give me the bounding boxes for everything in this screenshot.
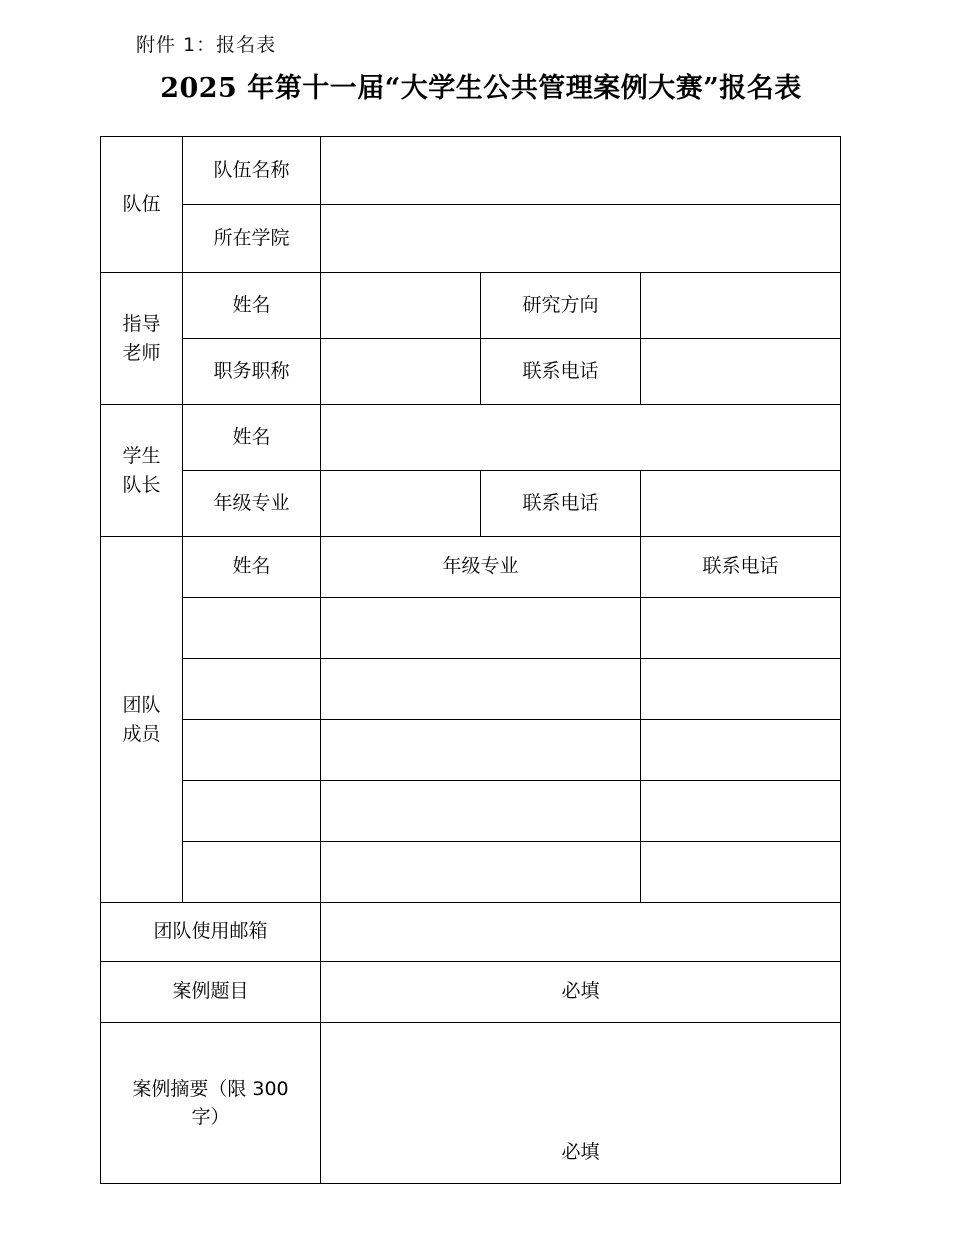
table-row bbox=[101, 405, 841, 471]
team-email-field[interactable] bbox=[321, 903, 841, 962]
registration-form-table bbox=[100, 136, 841, 1184]
table-row bbox=[101, 339, 841, 405]
advisor-group-label bbox=[101, 273, 183, 405]
advisor-group-label-line1: 指导 bbox=[122, 313, 161, 335]
table-row bbox=[101, 273, 841, 339]
team-name-field[interactable] bbox=[321, 137, 841, 205]
members-header-phone: 联系电话 bbox=[641, 537, 841, 598]
advisor-position-label: 职务职称 bbox=[183, 339, 321, 405]
team-group-label: 队伍 bbox=[101, 137, 183, 273]
captain-phone-label: 联系电话 bbox=[481, 471, 641, 537]
case-abstract-label-line2: 字） bbox=[191, 1106, 230, 1128]
case-abstract-label bbox=[101, 1023, 321, 1184]
member-name-cell[interactable] bbox=[183, 659, 321, 720]
table-row bbox=[101, 137, 841, 205]
case-title-label: 案例题目 bbox=[101, 962, 321, 1023]
case-abstract-field[interactable] bbox=[321, 1023, 841, 1184]
member-name-cell[interactable] bbox=[183, 781, 321, 842]
case-abstract-label-line1: 案例摘要（限 300 bbox=[132, 1077, 289, 1100]
team-college-label: 所在学院 bbox=[183, 205, 321, 273]
members-group-label bbox=[101, 537, 183, 903]
attachment-label: 附件 1：报名表 bbox=[136, 34, 277, 56]
table-row bbox=[101, 205, 841, 273]
advisor-group-label-line2: 老师 bbox=[122, 341, 161, 364]
advisor-name-field[interactable] bbox=[321, 273, 481, 339]
table-row bbox=[101, 720, 841, 781]
captain-grade-major-label: 年级专业 bbox=[183, 471, 321, 537]
member-phone-cell[interactable] bbox=[641, 842, 841, 903]
member-name-cell[interactable] bbox=[183, 720, 321, 781]
team-college-field[interactable] bbox=[321, 205, 841, 273]
members-header-grade-major: 年级专业 bbox=[321, 537, 641, 598]
member-grade-major-cell[interactable] bbox=[321, 781, 641, 842]
captain-phone-field[interactable] bbox=[641, 471, 841, 537]
member-grade-major-cell[interactable] bbox=[321, 659, 641, 720]
captain-group-label-line1: 学生 bbox=[122, 445, 161, 467]
member-name-cell[interactable] bbox=[183, 842, 321, 903]
captain-name-field[interactable] bbox=[321, 405, 841, 471]
captain-group-label bbox=[101, 405, 183, 537]
table-row bbox=[101, 537, 841, 598]
member-grade-major-cell[interactable] bbox=[321, 842, 641, 903]
table-row bbox=[101, 1023, 841, 1184]
case-title-field[interactable]: 必填 bbox=[321, 962, 841, 1023]
members-header-name: 姓名 bbox=[183, 537, 321, 598]
captain-grade-major-field[interactable] bbox=[321, 471, 481, 537]
table-row bbox=[101, 842, 841, 903]
advisor-research-label: 研究方向 bbox=[481, 273, 641, 339]
advisor-phone-field[interactable] bbox=[641, 339, 841, 405]
table-row bbox=[101, 962, 841, 1023]
advisor-name-label: 姓名 bbox=[183, 273, 321, 339]
captain-group-label-line2: 队长 bbox=[122, 473, 161, 496]
team-name-label: 队伍名称 bbox=[183, 137, 321, 205]
member-phone-cell[interactable] bbox=[641, 720, 841, 781]
advisor-research-field[interactable] bbox=[641, 273, 841, 339]
member-grade-major-cell[interactable] bbox=[321, 720, 641, 781]
members-group-label-line1: 团队 bbox=[122, 694, 161, 716]
table-row bbox=[101, 659, 841, 720]
member-grade-major-cell[interactable] bbox=[321, 598, 641, 659]
advisor-phone-label: 联系电话 bbox=[481, 339, 641, 405]
member-phone-cell[interactable] bbox=[641, 598, 841, 659]
member-phone-cell[interactable] bbox=[641, 781, 841, 842]
members-group-label-line2: 成员 bbox=[122, 722, 161, 745]
case-abstract-value: 必填 bbox=[561, 1141, 600, 1164]
member-phone-cell[interactable] bbox=[641, 659, 841, 720]
advisor-position-field[interactable] bbox=[321, 339, 481, 405]
table-row bbox=[101, 598, 841, 659]
captain-name-label: 姓名 bbox=[183, 405, 321, 471]
team-email-label: 团队使用邮箱 bbox=[101, 903, 321, 962]
table-row bbox=[101, 781, 841, 842]
page-title: 2025 年第十一届“大学生公共管理案例大赛”报名表 bbox=[160, 73, 802, 104]
member-name-cell[interactable] bbox=[183, 598, 321, 659]
table-row bbox=[101, 903, 841, 962]
table-row bbox=[101, 471, 841, 537]
